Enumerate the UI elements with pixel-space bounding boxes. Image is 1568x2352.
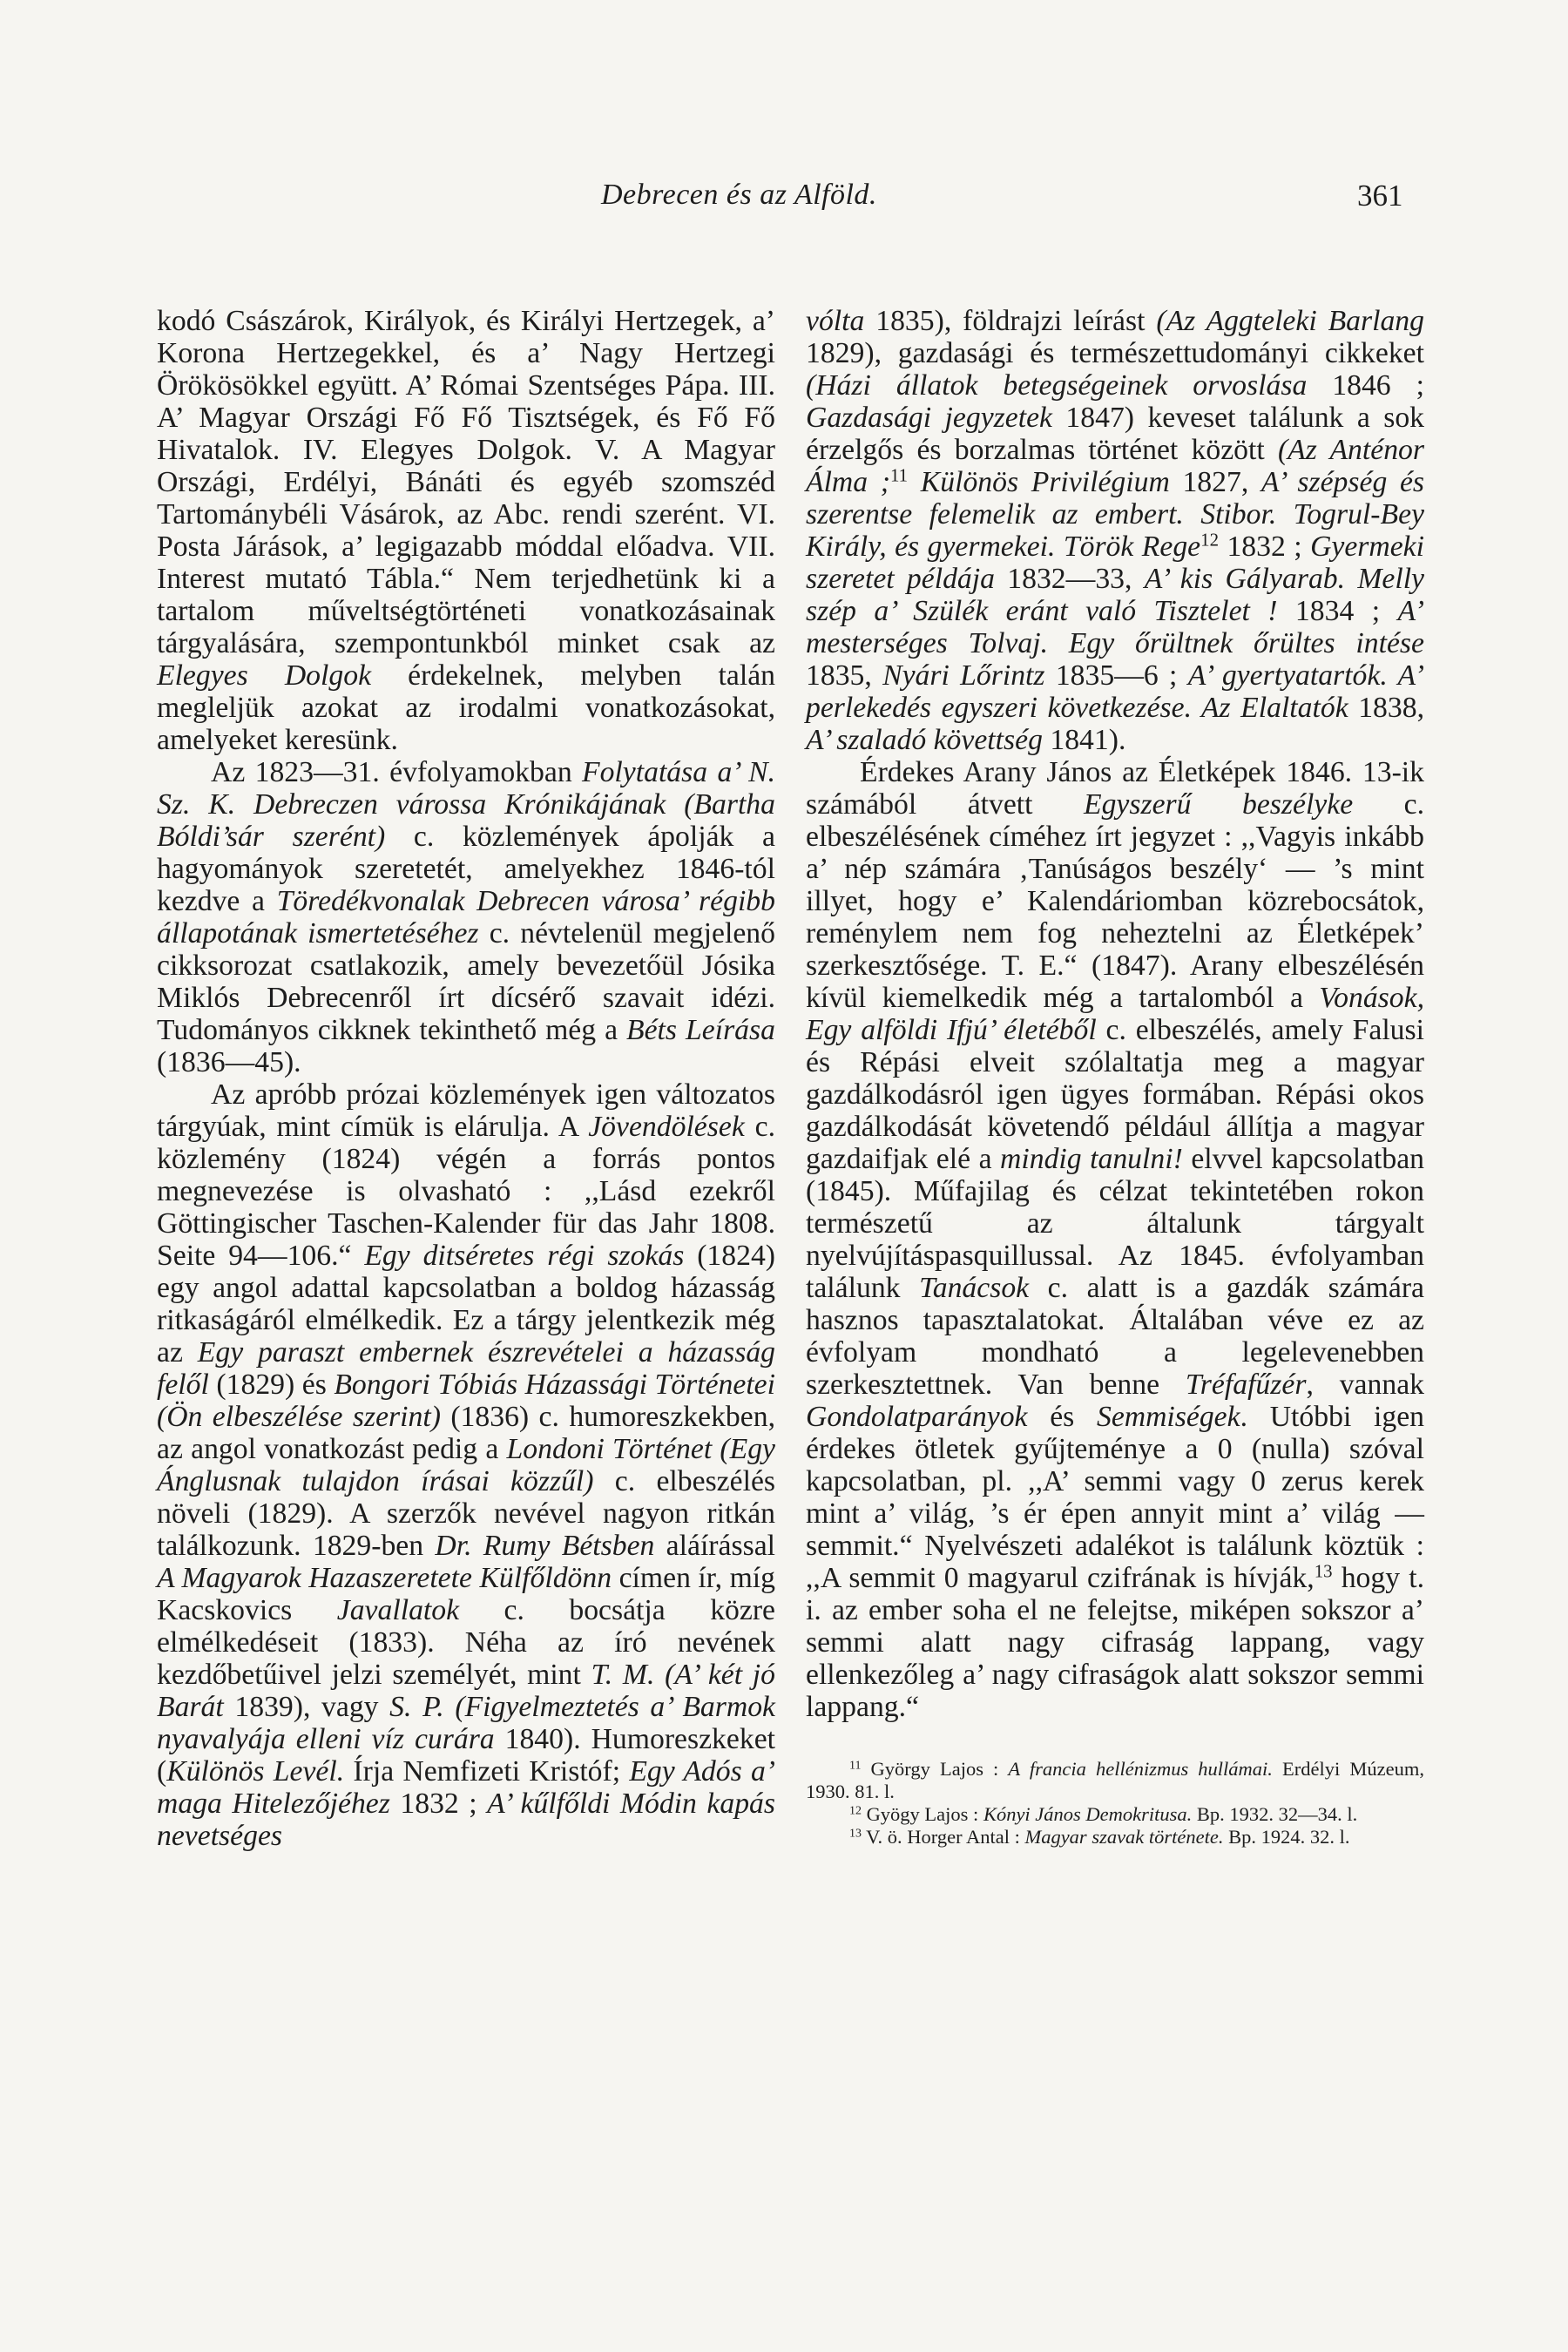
italic-title-run: A’ kűlfőldi Módin kapás nevetséges (157, 1788, 775, 1852)
text-run: 1827, (1169, 466, 1261, 498)
text-run: c. elbeszélés növeli (1829). A szerzők nevével nagyon ritkán találkozunk. 1829-ben (157, 1465, 776, 1562)
italic-title-run: Gondolatparányok (806, 1401, 1028, 1433)
italic-title-run: T. M. (A’ két jó Barát (157, 1659, 775, 1723)
text-run: c. elbeszélésének címéhez írt jegyzet : ,,Vagyis inkább a’ nép számára ‚Tanúságos beszély‘ — ’s mint illyet, hogy e’ Kalendáriomban közrebocsátok, reménylem nem fog neheztelni az Életképek’ szerkesztősége. T. E.“ (1847). Arany elbeszélésén kívül kiemelkedik még a tartalomból a (806, 788, 1425, 1014)
text-run: c. közlemény (1824) végén a forrás pontos megnevezése is olvasható : ,,Lásd ezekről Göttingischer Taschen-Kalender für das Jahr 1808. Seite 94—106.“ (157, 1111, 776, 1272)
right-column (806, 305, 1424, 1848)
footnote (806, 1803, 1424, 1826)
text-run: V. ö. Horger Antal : (861, 1826, 1025, 1848)
text-run: (1836) c. humoreszkekben, az angol vonatkozást pedig a (157, 1401, 775, 1465)
italic-title-run: A’ kis Gályarab. Melly szép a’ Szülék eránt való Tisztelet ! (806, 563, 1425, 627)
text-run: Bp. 1924. 32. l. (1223, 1826, 1350, 1848)
italic-title-run: Tanácsok (919, 1272, 1030, 1304)
text-run: 1832 ; (1219, 531, 1311, 563)
text-run: c. bocsátja közre elmélkedéseit (1833). Néha az író nevének kezdőbetűivel jelzi személyét, mint (157, 1594, 776, 1691)
italic-title-run: Béts Leírása (626, 1014, 775, 1046)
italic-title-run: Tréfafűzér (1185, 1369, 1307, 1401)
italic-title-run: Egyszerű beszélyke (1084, 788, 1354, 821)
italic-title-run: A Magyarok Hazaszeretete Külfőldönn (157, 1562, 612, 1594)
italic-title-run: Különös Privilégium (908, 466, 1170, 498)
italic-title-run: Egy Adós a’ maga Hitelezőjéhez (157, 1755, 776, 1820)
text-run: 1847) keveset találunk a sok érzelgős és borzalmas történet között (806, 402, 1425, 466)
italic-title-run: Gazdasági jegyzetek (806, 402, 1052, 434)
text-run: aláírással (654, 1530, 776, 1562)
footnote-ref: 12 (849, 1804, 862, 1818)
italic-title-run: Magyar szavak története. (1024, 1826, 1224, 1848)
footnote-ref: 13 (849, 1827, 862, 1841)
body-paragraph (157, 305, 775, 756)
italic-title-run: Egy paraszt embernek észrevételei a házasság felől (157, 1336, 776, 1401)
text-run: és (1027, 1401, 1097, 1433)
footnote-ref: 13 (1314, 1560, 1333, 1582)
footnote (806, 1758, 1424, 1803)
text-run: elvvel kapcsolatban (1845). Műfajilag és célzat tekintetében rokon természetű az általunk tárgyalt nyelvújításpasquillussal. Az 1845. évfolyamban találunk (806, 1143, 1425, 1304)
text-run: (1829) és (208, 1369, 335, 1401)
text-run: 1841). (1042, 724, 1126, 756)
text-run: 1846 ; (1307, 369, 1424, 402)
text-run: Az apróbb prózai közlemények igen változatos tárgyúak, mint címük is elárulja. A (157, 1078, 775, 1143)
text-run: Érdekes Arany János az Életképek 1846. 13-ik számából átvett (806, 756, 1424, 821)
text-run: (1824) egy angol adattal kapcsolatban a boldog házasság ritkaságáról elmélkedik. Ez a tárgy jelentkezik még az (157, 1240, 776, 1369)
text-run: érdekelnek, melyben talán megleljük azokat az irodalmi vonatkozásokat, amelyeket keresünk. (157, 659, 775, 756)
text-run: c. elbeszélés, amely Falusi és Répási elveit szólaltatja meg a magyar gazdálkodásról igen ügyes formában. Répási okos gazdálkodását követendő például állítja a magyar gazdaifjak elé a (806, 1014, 1424, 1175)
page-number: 361 (1357, 179, 1403, 213)
italic-title-run: A francia hellénizmus hullámai. (1008, 1758, 1273, 1780)
text-run: 1829), gazdasági és természettudományi cikkeket (806, 337, 1424, 369)
text-run: 1835—6 ; (1044, 659, 1188, 692)
text-run: Gyögy Lajos : (861, 1803, 983, 1825)
italic-title-run: A’ szépség és szerentse felemelik az embert. Stibor. Togrul-Bey Király, és gyermekei. Török Rege (806, 466, 1425, 563)
italic-title-run: (Házi állatok betegségeinek orvoslása (806, 369, 1308, 402)
footnote-ref: 11 (890, 464, 909, 486)
text-run: Erdélyi Múzeum, 1930. 81. l. (806, 1758, 1424, 1802)
body-paragraph (806, 756, 1424, 1723)
italic-title-run: Javallatok (336, 1594, 460, 1626)
text-run: kodó Császárok, Királyok, és Királyi Hertzegek, a’ Korona Hertzegekkel, és a’ Nagy Hertzegi Örökösökkel együtt. A’ Római Szentséges Pápa. III. A’ Magyar Országi Fő Fő Tisztségek, és Fő Fő Hivatalok. IV. Elegyes Dolgok. V. A Magyar Országi, Erdélyi, Bánáti és egyéb szomszéd Tartománybéli Vásárok, az Abc. rendi szerént. VI. Posta Járások, a’ legigazabb móddal előadva. VII. Interest mutató Tábla.“ Nem terjedhetünk ki a tartalom műveltségtörténeti vonatkozásainak tárgyalására, szempontunkból minket csak az (157, 305, 775, 659)
footnote-ref: 12 (1200, 529, 1219, 551)
text-run: 1835), földrajzi leírást (864, 305, 1157, 337)
italic-title-run: mindig tanulni! (1000, 1143, 1183, 1175)
italic-title-run: vólta (806, 305, 865, 337)
text-run: Írja Nemfizeti Kristóf; (344, 1755, 630, 1788)
italic-title-run: A’ szaladó követtség (806, 724, 1043, 756)
body-paragraph (157, 1078, 775, 1852)
text-run: 1835, (806, 659, 883, 692)
text-run: 1832—33, (994, 563, 1145, 595)
text-run: Az 1823—31. évfolyamokban (211, 756, 583, 788)
italic-title-run: S. P. (Figyelmeztetés a’ Barmok nyavalyája elleni víz curára (157, 1691, 776, 1755)
italic-title-run: Londoni Történet (Egy Ánglusnak tulajdon írásai közzűl) (157, 1433, 776, 1497)
text-run: 1834 ; (1277, 595, 1398, 627)
text-run: 1840). Humoreszkeket ( (157, 1723, 776, 1788)
footnote (806, 1826, 1424, 1848)
italic-title-run: Gyermeki szeretet példája (806, 531, 1424, 595)
italic-title-run: Vonások, Egy alföldi Ifjú’ életéből (806, 982, 1424, 1046)
body-paragraph (806, 305, 1424, 756)
italic-title-run: Bongori Tóbiás Házassági Történetei (Ön elbeszélése szerint) (157, 1369, 775, 1433)
body-paragraph (157, 756, 775, 1078)
italic-title-run: Folytatása a’ N. Sz. K. Debreczen várossa Krónikájának (Bartha Bóldi’sár szerént) (157, 756, 776, 853)
footnotes (806, 1758, 1424, 1848)
text-run: hogy t. i. az ember soha el ne felejtse, miképen sokszor a’ semmi alatt nagy cifraság lappang, vagy ellenkezőleg a’ nagy cifraságok alatt sokszor semmi lappang.“ (806, 1562, 1424, 1723)
italic-title-run: Egy ditséretes régi szokás (364, 1240, 685, 1272)
text-run: 1839), vagy (223, 1691, 390, 1723)
text-run: . Utóbbi igen érdekes ötletek gyűjteménye a 0 (nulla) szóval kapcsolatban, pl. ,,A’ semmi vagy 0 zerus kerek mint a’ világ, ’s ér épen annyit mint a’ világ — semmit.“ Nyelvészeti adalékot is találunk köztük : ,,A semmit 0 magyarul czifrának is hívják, (806, 1401, 1424, 1594)
text-run: Bp. 1932. 32—34. l. (1192, 1803, 1358, 1825)
italic-title-run: Semmiségek (1096, 1401, 1240, 1433)
italic-title-run: Töredékvonalak Debrecen városa’ régibb állapotának ismertetéséhez (157, 885, 775, 950)
italic-title-run: Kónyi János Demokritusa. (983, 1803, 1193, 1825)
text-run: c. alatt is a gazdák számára hasznos tapasztalatokat. Általában véve ez az évfolyam mondható a legelevenebben szerkesztettnek. Van benne (806, 1272, 1424, 1401)
text-run: 1838, (1348, 692, 1424, 724)
italic-title-run: Nyári Lőrintz (882, 659, 1045, 692)
italic-title-run: Dr. Rumy Bétsben (435, 1530, 655, 1562)
italic-title-run: A’ mesterséges Tolvaj. Egy őrültnek őrültes intése (806, 595, 1424, 659)
footnote-ref: 11 (849, 1759, 862, 1773)
text-run: c. névtelenül megjelenő cikksorozat csatlakozik, amely bevezetőül Jósika Miklós Debrecenről írt dícsérő szavait idézi. Tudományos cikknek tekinthető még a (157, 917, 775, 1046)
text-run: György Lajos : (861, 1758, 1009, 1780)
text-run: 1832 ; (389, 1788, 488, 1820)
italic-title-run: (Az Anténor Álma ; (806, 434, 1425, 498)
italic-title-run: Jövendölések (588, 1111, 745, 1143)
italic-title-run: Különös Levél. (166, 1755, 345, 1788)
running-head: Debrecen és az Alföld. (601, 179, 877, 211)
italic-title-run: A’ gyertyatartók. A’ perlekedés egyszeri következése. Az Elaltatók (806, 659, 1424, 724)
text-run: , vannak (1306, 1369, 1424, 1401)
left-column (157, 305, 775, 1852)
text-run: c. közlemények ápolják a hagyományok szeretetét, amelyekhez 1846-tól kezdve a (157, 821, 775, 917)
italic-title-run: (Az Aggteleki Barlang (1156, 305, 1424, 337)
text-run: (1836—45). (157, 1046, 301, 1078)
text-run: címen ír, míg Kacskovics (157, 1562, 776, 1626)
italic-title-run: Elegyes Dolgok (157, 659, 372, 692)
